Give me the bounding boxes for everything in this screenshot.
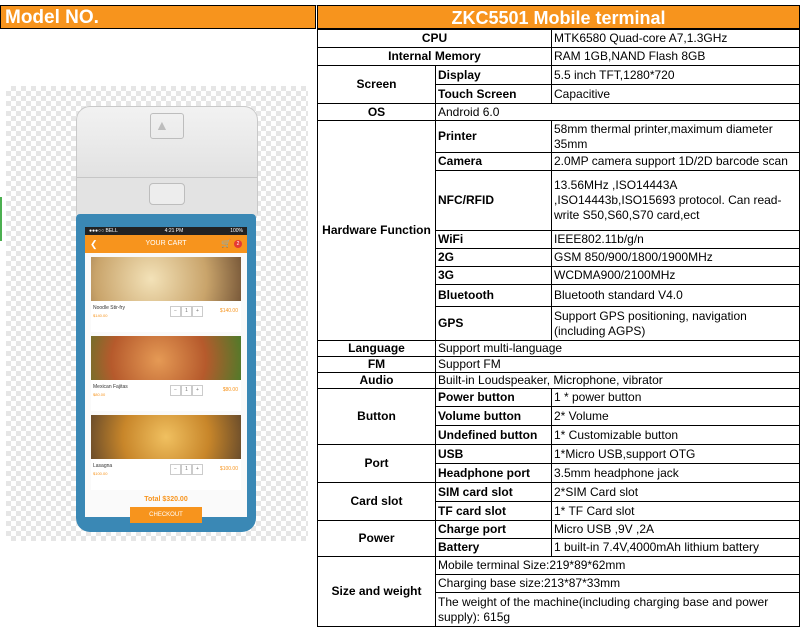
spec-table	[317, 29, 800, 627]
spec-category: Audio	[318, 373, 436, 389]
cart-item	[91, 415, 241, 490]
spec-category: Language	[318, 341, 436, 357]
spec-value: Bluetooth standard V4.0	[552, 285, 800, 307]
spec-label: Charge port	[436, 521, 552, 539]
carrier-text: ●●●○○ BELL	[89, 228, 118, 234]
spec-value: 2*SIM Card slot	[552, 483, 800, 502]
model-no-header: Model NO.	[0, 5, 316, 29]
spec-value: The weight of the machine(including charging base and power supply): 615g	[436, 593, 800, 627]
plus-icon: +	[192, 464, 203, 475]
spec-category: Size and weight	[318, 557, 436, 627]
spec-label: Display	[436, 66, 552, 85]
spec-value: 5.5 inch TFT,1280*720	[552, 66, 800, 85]
spec-label: CPU	[318, 30, 552, 48]
spec-label: Undefined button	[436, 426, 552, 445]
plus-icon: +	[192, 385, 203, 396]
spec-value: 3.5mm headphone jack	[552, 464, 800, 483]
spec-value: 1 built-in 7.4V,4000mAh lithium battery	[552, 539, 800, 557]
item-name: Noodle Stir-fry	[93, 305, 125, 311]
minus-icon: −	[170, 306, 181, 317]
quantity-stepper	[170, 464, 203, 475]
spec-label: TF card slot	[436, 502, 552, 521]
spec-value: IEEE802.11b/g/n	[552, 231, 800, 249]
spec-label: Power button	[436, 389, 552, 407]
phone-screen	[85, 227, 247, 517]
spec-value: 58mm thermal printer,maximum diameter 35mm	[552, 121, 800, 153]
app-bar	[85, 235, 247, 253]
open-arrow-icon: ▲	[150, 113, 184, 139]
item-name: Mexican Fajitas	[93, 384, 128, 390]
printer-head	[76, 106, 258, 218]
spec-category: Card slot	[318, 483, 436, 521]
spec-row-printer	[318, 121, 800, 153]
cart-count-badge: 2	[234, 240, 242, 248]
item-price: $80.00	[93, 392, 106, 397]
spec-row-charge	[318, 521, 800, 539]
spec-category: Power	[318, 521, 436, 557]
cell-marker	[0, 197, 2, 241]
item-price: $140.00	[93, 313, 108, 318]
item-price: $100.00	[93, 471, 108, 476]
product-title-header: ZKC5501 Mobile terminal	[317, 5, 800, 29]
item-name: Lasagna	[93, 463, 113, 469]
spec-value: Built-in Loudspeaker, Microphone, vibrator	[436, 373, 800, 389]
item-amount: $80.00	[222, 387, 238, 393]
spec-row-cpu	[318, 30, 800, 48]
spec-value: 2.0MP camera support 1D/2D barcode scan	[552, 153, 800, 171]
minus-icon: −	[170, 464, 181, 475]
spec-category: OS	[318, 104, 436, 121]
spec-row-audio	[318, 373, 800, 389]
spec-value: 2* Volume	[552, 407, 800, 426]
spec-value: 1 * power button	[552, 389, 800, 407]
status-time: 4:21 PM	[164, 228, 184, 234]
spec-row-sim	[318, 483, 800, 502]
food-image	[91, 336, 241, 380]
spec-label: GPS	[436, 307, 552, 341]
spec-label: WiFi	[436, 231, 552, 249]
food-image	[91, 415, 241, 459]
spec-label: 2G	[436, 249, 552, 267]
spec-label: Camera	[436, 153, 552, 171]
back-icon: ❮	[90, 239, 98, 249]
spec-row-usb	[318, 445, 800, 464]
minus-icon: −	[170, 385, 181, 396]
spec-label: Bluetooth	[436, 285, 552, 307]
spec-label: Volume button	[436, 407, 552, 426]
spec-label: Battery	[436, 539, 552, 557]
spec-category: Hardware Function	[318, 121, 436, 341]
spec-value: WCDMA900/2100MHz	[552, 267, 800, 285]
status-bar	[85, 227, 247, 235]
spec-value: Support GPS positioning, navigation (including AGPS)	[552, 307, 800, 341]
checkout-button: CHECKOUT	[130, 507, 202, 523]
spec-label: 3G	[436, 267, 552, 285]
cart-item	[91, 336, 241, 411]
spec-label: NFC/RFID	[436, 171, 552, 231]
spec-value: Android 6.0	[436, 104, 800, 121]
spec-label: SIM card slot	[436, 483, 552, 502]
quantity-value: 1	[181, 464, 192, 475]
product-image	[76, 106, 256, 531]
app-title: YOUR CART	[145, 240, 187, 247]
quantity-value: 1	[181, 306, 192, 317]
spec-label: USB	[436, 445, 552, 464]
quantity-stepper	[170, 306, 203, 317]
quantity-stepper	[170, 385, 203, 396]
spec-label: Internal Memory	[318, 48, 552, 66]
spec-value: Mobile terminal Size:219*89*62mm	[436, 557, 800, 575]
spec-value: MTK6580 Quad-core A7,1.3GHz	[552, 30, 800, 48]
food-image	[91, 257, 241, 301]
quantity-value: 1	[181, 385, 192, 396]
cart-icon: 🛒	[221, 239, 231, 248]
phone-body	[76, 214, 256, 532]
item-amount: $100.00	[219, 466, 238, 472]
spec-value: Capacitive	[552, 85, 800, 104]
spec-value: GSM 850/900/1800/1900MHz	[552, 249, 800, 267]
spec-row-power-button	[318, 389, 800, 407]
spec-label: Touch Screen	[436, 85, 552, 104]
spec-value: 1* TF Card slot	[552, 502, 800, 521]
spec-row-memory	[318, 48, 800, 66]
printer-tab	[149, 183, 185, 205]
spec-row-os	[318, 104, 800, 121]
spec-label: Headphone port	[436, 464, 552, 483]
spec-category: Button	[318, 389, 436, 445]
spec-value: 1*Micro USB,support OTG	[552, 445, 800, 464]
spec-value: 1* Customizable button	[552, 426, 800, 445]
spec-category: Screen	[318, 66, 436, 104]
spec-value: Support multi-language	[436, 341, 800, 357]
spec-category: Port	[318, 445, 436, 483]
spec-value: Support FM	[436, 357, 800, 373]
battery-text: 100%	[230, 228, 243, 234]
item-amount: $140.00	[219, 308, 238, 314]
cart-total: Total $320.00	[144, 496, 188, 503]
plus-icon: +	[192, 306, 203, 317]
spec-row-language	[318, 341, 800, 357]
spec-value: Charging base size:213*87*33mm	[436, 575, 800, 593]
spec-row-size1	[318, 557, 800, 575]
spec-row-fm	[318, 357, 800, 373]
spec-label: Printer	[436, 121, 552, 153]
cart-item	[91, 257, 241, 332]
spec-row-display	[318, 66, 800, 85]
spec-value: Micro USB ,9V ,2A	[552, 521, 800, 539]
spec-value: RAM 1GB,NAND Flash 8GB	[552, 48, 800, 66]
spec-value: 13.56MHz ,ISO14443A ,ISO14443b,ISO15693 protocol. Can read-write S50,S60,S70 card,ect	[552, 171, 800, 231]
spec-category: FM	[318, 357, 436, 373]
